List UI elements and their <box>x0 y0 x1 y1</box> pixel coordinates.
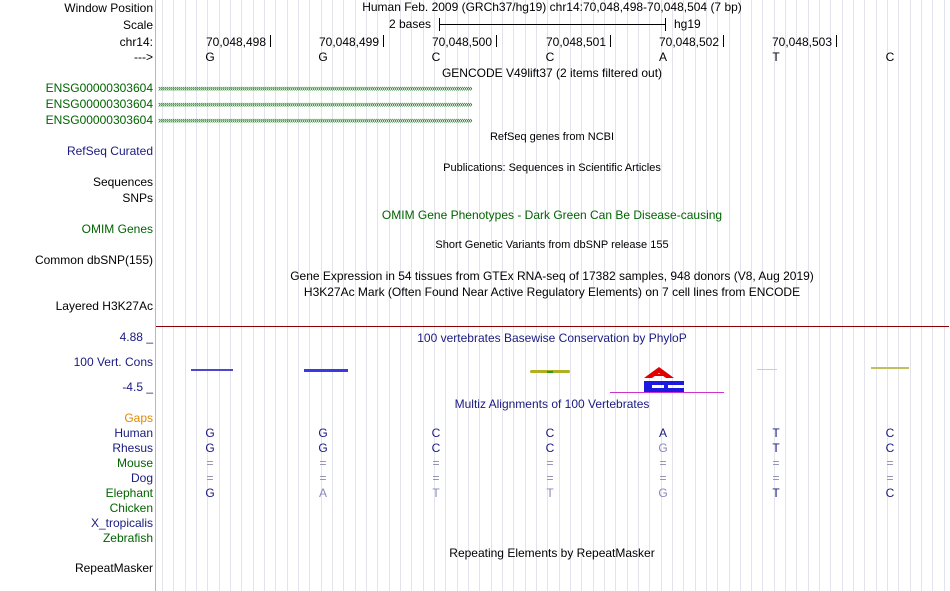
aligned-base: T <box>772 426 780 440</box>
aligned-base: = <box>772 471 780 485</box>
aligned-base: T <box>432 486 440 500</box>
coord-label: 70,048,499 <box>318 35 380 49</box>
aligned-base: C <box>431 441 441 455</box>
aligned-base: G <box>658 441 668 455</box>
aligned-base: T <box>772 441 780 455</box>
aligned-base: C <box>885 426 895 440</box>
aligned-base: = <box>319 456 327 470</box>
phylop-bar <box>871 367 909 369</box>
chrom-label: chr14: <box>119 35 153 49</box>
gencode-gene-track[interactable]: ››››››››››››››››››››››››››››››››››››››››››››››››››››››››››››››››››››››››››››››››››››››››››››››››››››››››››››››››››››››››››››››››››››››››››››››››››››››››››››› <box>158 115 472 125</box>
coord-label: 70,048,503 <box>771 35 833 49</box>
coord-tick <box>723 35 724 47</box>
species-label[interactable]: X_tropicalis <box>90 516 153 530</box>
aligned-base: G <box>658 486 668 500</box>
aligned-base: A <box>318 486 328 500</box>
gencode-item-label[interactable]: ENSG00000303604 <box>45 113 153 127</box>
snps-label[interactable]: SNPs <box>122 191 153 205</box>
h3k27ac-signal-line <box>156 326 949 327</box>
phylop-bar <box>191 369 233 371</box>
aligned-base: = <box>319 471 327 485</box>
reference-base: C <box>431 50 441 64</box>
gencode-track-title: GENCODE V49lift37 (2 items filtered out) <box>441 66 663 80</box>
coord-label: 70,048,500 <box>431 35 493 49</box>
aligned-base: G <box>205 426 215 440</box>
window-position-label: Window Position <box>64 1 153 15</box>
species-label[interactable]: Mouse <box>116 456 153 470</box>
dbsnp-label[interactable]: Common dbSNP(155) <box>34 253 153 267</box>
coord-tick <box>610 35 611 47</box>
phylop-max-label: 4.88 _ <box>119 330 153 344</box>
aligned-base: C <box>545 441 555 455</box>
species-label[interactable]: Human <box>114 426 153 440</box>
h3k27ac-label[interactable]: Layered H3K27Ac <box>55 299 153 313</box>
species-label[interactable]: Zebrafish <box>102 531 153 545</box>
refseq-track-title: RefSeq genes from NCBI <box>489 131 615 143</box>
aligned-base: C <box>431 426 441 440</box>
aligned-base: = <box>659 456 667 470</box>
aligned-base: T <box>546 486 554 500</box>
coord-label: 70,048,501 <box>545 35 607 49</box>
species-label[interactable]: Dog <box>130 471 153 485</box>
reference-base: C <box>545 50 555 64</box>
aligned-base: G <box>205 486 215 500</box>
species-label[interactable]: Elephant <box>105 486 153 500</box>
assembly-label: hg19 <box>674 17 701 31</box>
aligned-base: G <box>205 441 215 455</box>
scale-label: Scale <box>122 18 153 32</box>
dbsnp-track-title: Short Genetic Variants from dbSNP release 155 <box>435 239 669 251</box>
species-label[interactable]: Rhesus <box>112 441 153 455</box>
gtex-track-title: Gene Expression in 54 tissues from GTEx RNA-seq of 17382 samples, 948 donors (V8, Aug 2019) <box>290 269 814 283</box>
gencode-item-label[interactable]: ENSG00000303604 <box>45 97 153 111</box>
phylop-bar <box>547 371 553 373</box>
multiz-track-title: Multiz Alignments of 100 Vertebrates <box>454 397 650 411</box>
aligned-base: C <box>545 426 555 440</box>
aligned-base: = <box>432 456 440 470</box>
phylop-label[interactable]: 100 Vert. Cons <box>73 355 153 369</box>
h3k27ac-track-title: H3K27Ac Mark (Often Found Near Active Regulatory Elements) on 7 cell lines from ENCODE <box>303 285 801 299</box>
reference-base: G <box>318 50 328 64</box>
reference-base: C <box>885 50 895 64</box>
gaps-label[interactable]: Gaps <box>124 411 153 425</box>
coord-tick <box>496 35 497 47</box>
position-text: Human Feb. 2009 (GRCh37/hg19) chr14:70,048,498-70,048,504 (7 bp) <box>362 0 742 14</box>
coord-tick <box>383 35 384 47</box>
aligned-base: T <box>772 486 780 500</box>
refseq-label[interactable]: RefSeq Curated <box>66 144 153 158</box>
aligned-base: C <box>885 486 895 500</box>
coord-label: 70,048,498 <box>205 35 267 49</box>
coord-tick <box>270 35 271 47</box>
repeatmasker-track-title: Repeating Elements by RepeatMasker <box>449 546 655 560</box>
aligned-base: A <box>658 426 668 440</box>
aligned-base: = <box>772 456 780 470</box>
aligned-base: = <box>886 456 894 470</box>
reference-base: G <box>205 50 215 64</box>
aligned-base: C <box>885 441 895 455</box>
reference-base: A <box>658 50 668 64</box>
aligned-base: = <box>659 471 667 485</box>
aligned-base: G <box>318 441 328 455</box>
gencode-item-label[interactable]: ENSG00000303604 <box>45 81 153 95</box>
aligned-base: = <box>546 456 554 470</box>
sequences-label[interactable]: Sequences <box>92 175 153 189</box>
species-label[interactable]: Chicken <box>109 501 153 515</box>
aligned-base: = <box>206 456 214 470</box>
grid-line <box>155 0 156 591</box>
gencode-gene-track[interactable]: ››››››››››››››››››››››››››››››››››››››››››››››››››››››››››››››››››››››››››››››››››››››››››››››››››››››››››››››››››››››››››››››››››››››››››››››››››››››››››››› <box>158 83 472 93</box>
phylop-track-title: 100 vertebrates Basewise Conservation by PhyloP <box>417 331 687 345</box>
aligned-base: = <box>546 471 554 485</box>
phylop-min-label: -4.5 _ <box>122 380 153 394</box>
scale-bases: 2 bases <box>389 17 432 31</box>
strand-label: ---> <box>134 50 153 64</box>
coord-tick <box>836 35 837 47</box>
aligned-base: = <box>886 471 894 485</box>
gencode-gene-track[interactable]: ››››››››››››››››››››››››››››››››››››››››››››››››››››››››››››››››››››››››››››››››››››››››››››››››››››››››››››››››››››››››››››››››››››››››››››››››››››››››››››› <box>158 99 472 109</box>
phylop-bar <box>304 369 348 372</box>
aligned-base: = <box>206 471 214 485</box>
repeatmasker-label[interactable]: RepeatMasker <box>74 561 153 575</box>
omim-track-title: OMIM Gene Phenotypes - Dark Green Can Be Disease-causing <box>381 208 723 222</box>
reference-base: T <box>772 50 780 64</box>
aligned-base: = <box>432 471 440 485</box>
aligned-base: G <box>318 426 328 440</box>
coord-label: 70,048,502 <box>658 35 720 49</box>
phylop-bar <box>757 369 777 370</box>
publications-track-title: Publications: Sequences in Scientific Articles <box>443 162 661 174</box>
omim-label[interactable]: OMIM Genes <box>81 222 153 236</box>
